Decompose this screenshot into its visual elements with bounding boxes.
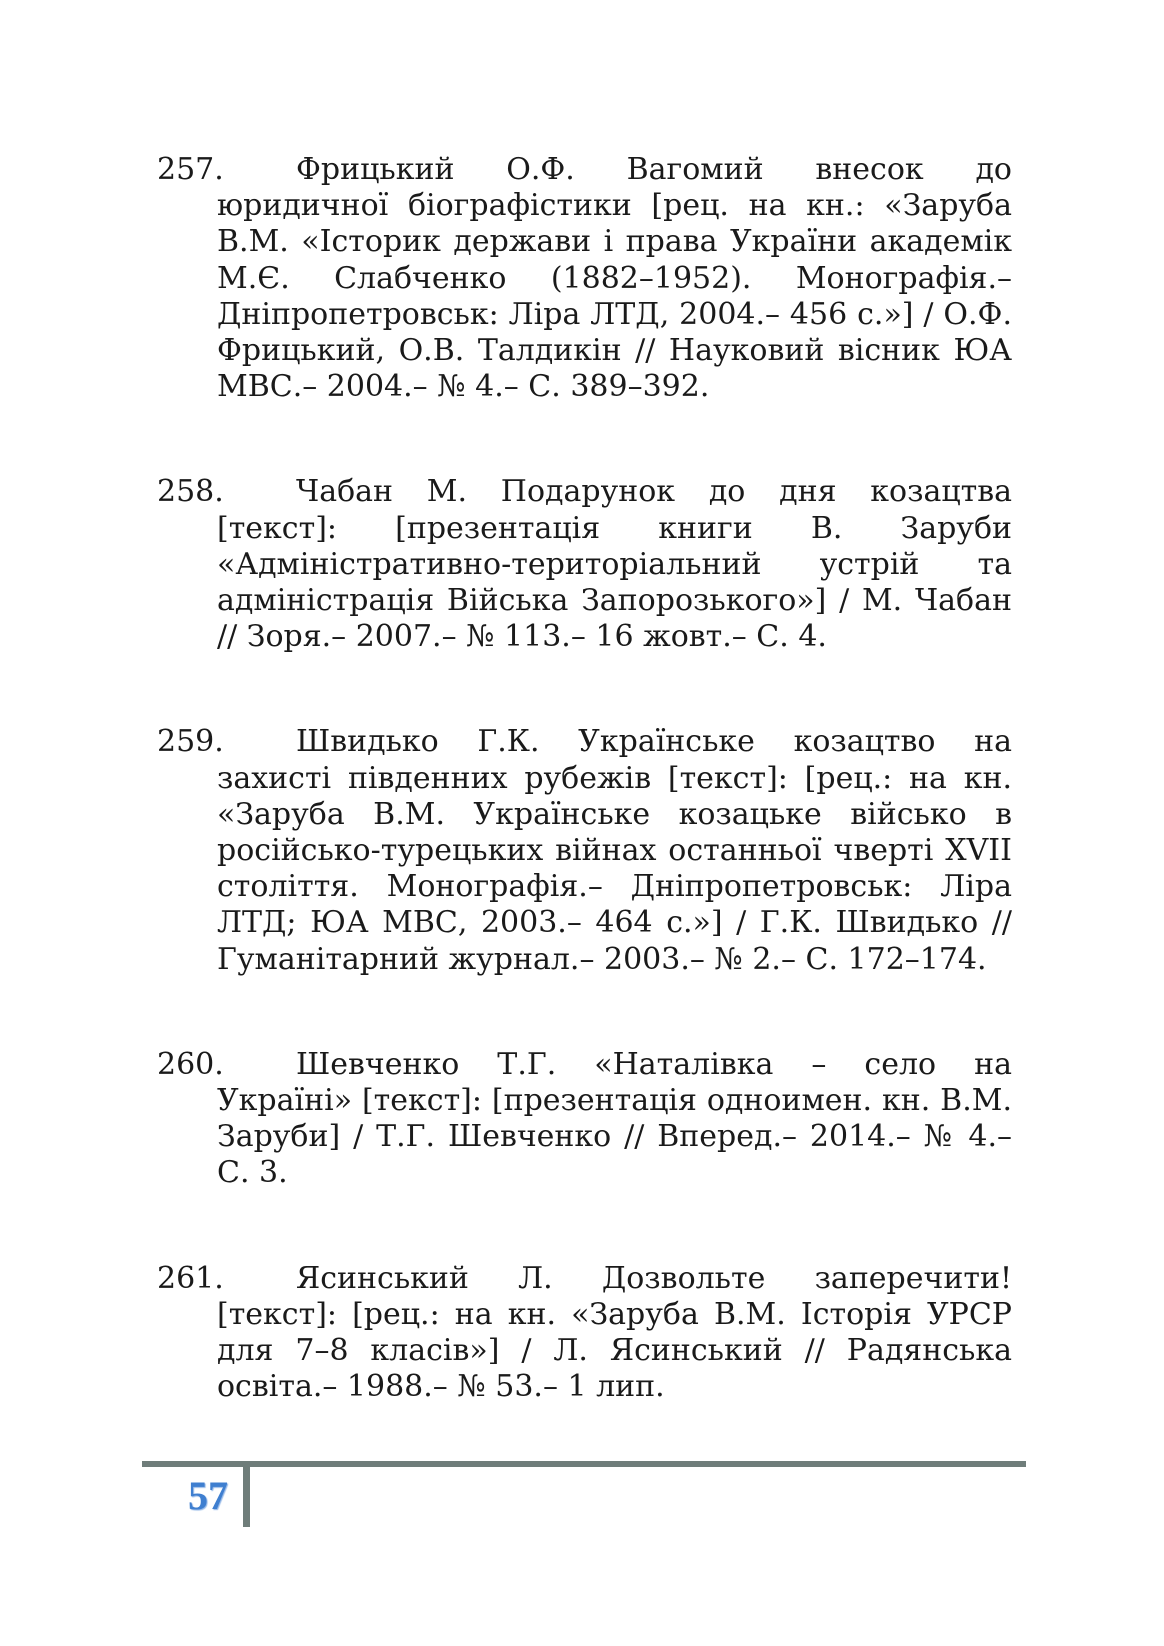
entry-number: 260. xyxy=(157,1046,224,1082)
entry-number: 258. xyxy=(157,474,224,510)
entry-number: 259. xyxy=(157,724,224,760)
bibliography-list xyxy=(157,152,1012,1474)
entry-number: 261. xyxy=(157,1260,224,1296)
bibliography-entry xyxy=(157,1261,1012,1406)
entry-text: Чабан М. Подарунок до дня козацтва [текст]: [презентація книги В. Заруби «Адміністративно-територіальний устрій та адміністрація Війська Запорозького»] / М. Чабан // Зоря.– 2007.– № 113.– 16 жовт.– С. 4. xyxy=(217,474,1012,655)
entry-text: Швидько Г.К. Українське козацтво на захисті південних рубежів [текст]: [рец.: на кн. «Заруба В.М. Українське козацьке військо в російсько-турецьких війнах останньої чверті XVII століття. Монографія.– Дніпропетровськ: Ліра ЛТД; ЮА МВС, 2003.– 464 с.»] / Г.К. Швидько // Гуманітарний журнал.– 2003.– № 2.– С. 172–174. xyxy=(217,724,1012,977)
entry-text: Фрицький О.Ф. Вагомий внесок до юридичної біографістики [рец. на кн.: «Заруба В.М. «Історик держави і права України академік М.Є. Слабченко (1882–1952). Монографія.– Дніпропетровськ: Ліра ЛТД, 2004.– 456 с.»] / О.Ф. Фрицький, О.В. Талдикін // Науковий вісник ЮА МВС.– 2004.– № 4.– С. 389–392. xyxy=(217,152,1012,405)
entry-text: Шевченко Т.Г. «Наталівка – село на Україні» [текст]: [презентація одноимен. кн. В.М. Заруби] / Т.Г. Шевченко // Вперед.– 2014.– № 4.– С. 3. xyxy=(217,1046,1012,1191)
entry-number: 257. xyxy=(157,152,224,187)
footer-rule xyxy=(142,1461,1026,1467)
entry-text: Ясинський Л. Дозвольте заперечити! [текст]: [рец.: на кн. «Заруба В.М. Історія УРСР для 7–8 класів»] / Л. Ясинський // Радянська освіта.– 1988.– № 53.– 1 лип. xyxy=(217,1260,1012,1405)
bibliography-entry xyxy=(157,724,1012,977)
page-number: 57 xyxy=(188,1473,228,1518)
bibliography-entry xyxy=(157,1047,1012,1192)
bibliography-entry xyxy=(157,474,1012,655)
bibliography-entry xyxy=(157,152,1012,405)
footer-divider xyxy=(243,1461,250,1527)
